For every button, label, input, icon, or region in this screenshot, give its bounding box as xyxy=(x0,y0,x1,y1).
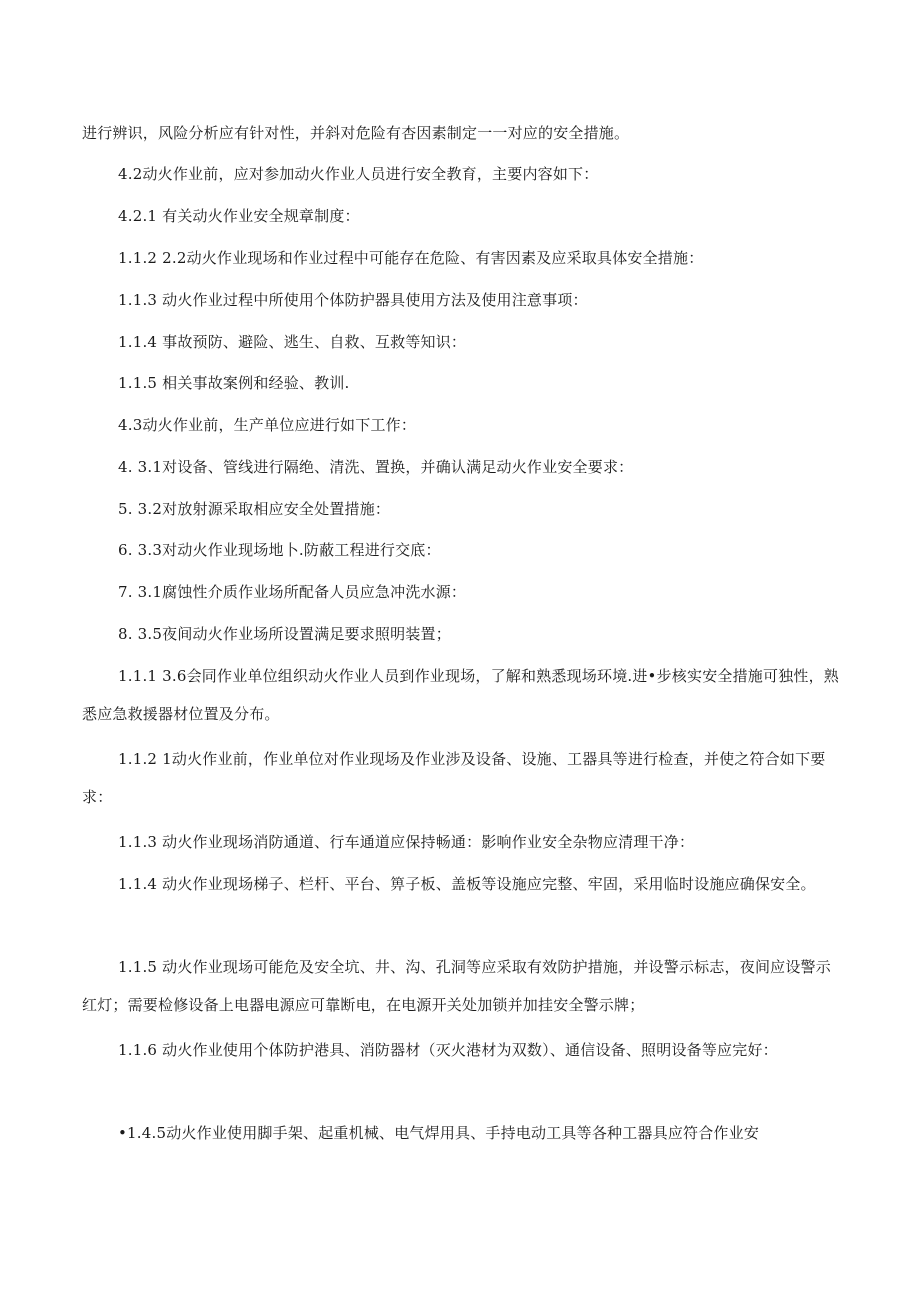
paragraph-3: 4.2.1 有关动火作业安全规章制度： xyxy=(118,207,360,225)
paragraph-4: 1.1.2 2.2动火作业现场和作业过程中可能存在危险、有害因素及应采取具体安全措施： xyxy=(118,249,704,267)
paragraph-16: 1.1.3 动火作业现场消防通道、行车通道应保持畅通：影响作业安全杂物应清理干净： xyxy=(118,833,695,851)
paragraph-11: 6. 3.3对动火作业现场地卜.防蔽工程进行交底： xyxy=(118,541,441,559)
paragraph-19: 1.1.6 动火作业使用个体防护港具、消防器材（灭火港材为双数）、通信设备、照明设备等应完好： xyxy=(118,1041,778,1059)
paragraph-9: 4. 3.1对设备、管线进行隔绝、清洗、置换，并确认满足动火作业安全要求： xyxy=(118,458,634,476)
paragraph-1: 进行辨识，风险分析应有针对性，并斜对危险有杏因素制定一一对应的安全措施。 xyxy=(82,124,630,142)
paragraph-18: 1.1.5 动火作业现场可能危及安全坑、井、沟、孔洞等应采取有效防护措施，并设警示标志，夜间应设警示红灯；需要检修设备上电器电源应可靠断电，在电源开关处加锁并加挂安全警示牌； xyxy=(82,958,831,1014)
paragraph-12: 7. 3.1腐蚀性介质作业场所配备人员应急冲洗水源： xyxy=(118,583,467,601)
paragraph-20: •1.4.5动火作业使用脚手架、起重机械、电气焊用具、手持电动工具等各种工器具应符合作业安 xyxy=(118,1124,760,1142)
paragraph-8: 4.3动火作业前，生产单位应进行如下工作： xyxy=(118,416,417,434)
paragraph-7: 1.1.5 相关事故案例和经验、教训. xyxy=(118,374,350,392)
paragraph-13: 8. 3.5夜间动火作业场所设置满足要求照明装置； xyxy=(118,625,451,643)
paragraph-17: 1.1.4 动火作业现场梯子、栏杆、平台、箅子板、盖板等设施应完整、牢固，采用临时设施应确保安全。 xyxy=(118,875,816,893)
paragraph-15: 1.1.2 1动火作业前，作业单位对作业现场及作业涉及设备、设施、工器具等进行检查，并使之符合如下要求： xyxy=(82,750,826,806)
paragraph-5: 1.1.3 动火作业过程中所使用个体防护器具使用方法及使用注意事项： xyxy=(118,291,588,309)
paragraph-6: 1.1.4 事故预防、避险、逃生、自救、互救等知识： xyxy=(118,333,467,351)
paragraph-14: 1.1.1 3.6会同作业单位组织动火作业人员到作业现场，了解和熟悉现场环境.进•步核实安全措施可独性，熟悉应急救援器材位置及分布。 xyxy=(82,667,840,723)
paragraph-10: 5. 3.2对放射源采取相应安全处置措施： xyxy=(118,500,391,518)
paragraph-2: 4.2动火作业前，应对参加动火作业人员进行安全教育，主要内容如下： xyxy=(118,165,599,183)
